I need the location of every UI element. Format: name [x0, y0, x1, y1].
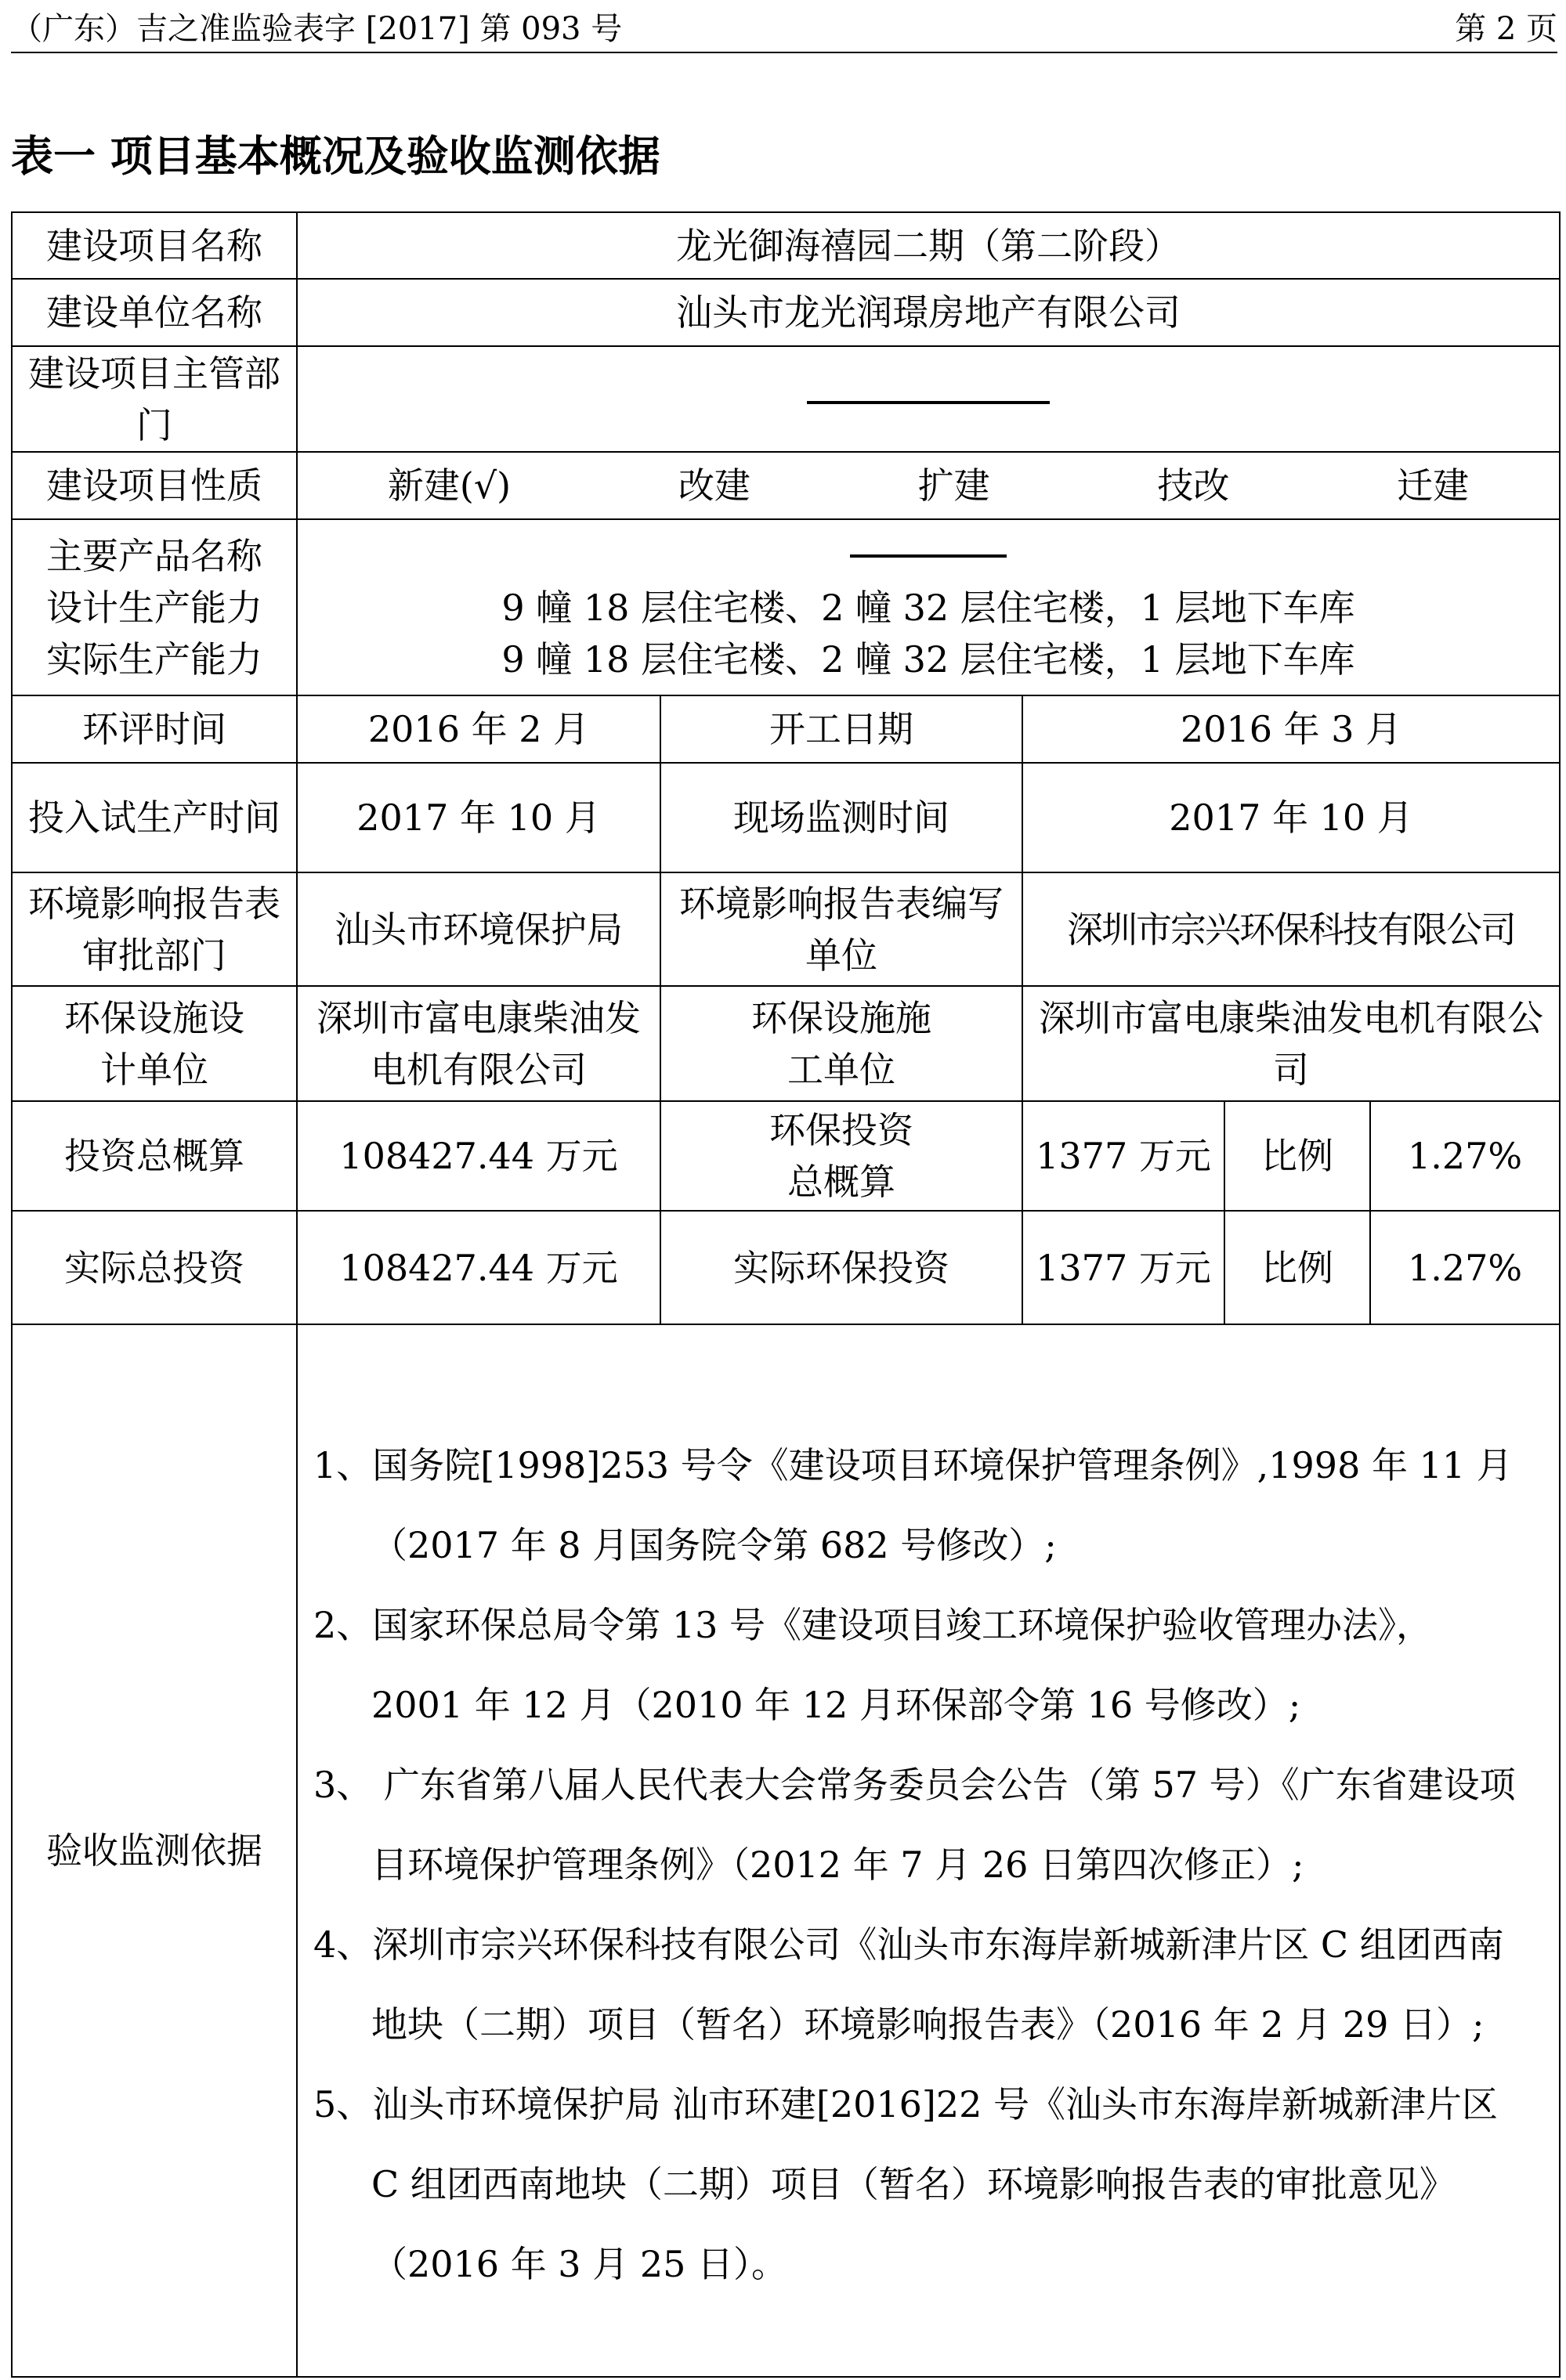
table-row [12, 986, 1560, 1101]
nature-option-new: 新建(√) [387, 464, 512, 507]
construction-unit-label: 环保设施施工单位 [660, 986, 1022, 1101]
project-overview-table [11, 211, 1561, 2378]
table-row [12, 452, 1560, 519]
start-date-label: 开工日期 [660, 695, 1022, 763]
table-row [12, 1101, 1560, 1211]
start-date-value: 2016 年 3 月 [1022, 695, 1560, 763]
basis-item: 3、 广东省第八届人民代表大会常务委员会公告（第 57 号）《广东省建设项目环境保护管理条例》（2012 年 7 月 26 日第四次修正）; [313, 1763, 1516, 1886]
report-writer-value: 深圳市宗兴环保科技有限公司 [1022, 872, 1560, 986]
nature-option-relocate: 迁建 [1397, 464, 1470, 507]
actual-env-label: 实际环保投资 [660, 1211, 1022, 1324]
product-name-label: 主要产品名称 [46, 534, 262, 577]
report-writer-label: 环境影响报告表编写单位 [660, 872, 1022, 986]
design-unit-label: 环保设施设计单位 [12, 986, 297, 1101]
table-row [12, 695, 1560, 763]
empty-dash [807, 401, 1050, 404]
actual-total-label: 实际总投资 [12, 1211, 297, 1324]
design-capacity-label: 设计生产能力 [46, 586, 262, 629]
authority-label: 建设项目主管部门 [12, 346, 297, 452]
table-row [12, 212, 1560, 279]
actual-total-value: 108427.44 万元 [297, 1211, 660, 1324]
nature-label: 建设项目性质 [12, 452, 297, 519]
basis-item: 1、国务院[1998]253 号令《建设项目环境保护管理条例》,1998 年 11 月（2017 年 8 月国务院令第 682 号修改）; [313, 1443, 1513, 1566]
construction-unit-value: 深圳市富电康柴油发电机有限公司 [1022, 986, 1560, 1101]
table-row [12, 279, 1560, 346]
trial-time-label: 投入试生产时间 [12, 763, 297, 872]
actual-capacity-label: 实际生产能力 [46, 637, 262, 681]
table-row [12, 519, 1560, 695]
table-row [12, 763, 1560, 872]
basis-item: 5、汕头市环境保护局 汕市环建[2016]22 号《汕头市东海岸新城新津片区 C 组团西南地块（二期）项目（暂名）环境影响报告表的审批意见》（2016 年 3 月 25 日）。 [313, 2082, 1499, 2285]
basis-item: 2、国家环保总局令第 13 号《建设项目竣工环境保护验收管理办法》，2001 年 12 月（2010 年 12 月环保部令第 16 号修改）; [313, 1603, 1433, 1726]
empty-dash [850, 554, 1007, 558]
product-values [297, 519, 1560, 695]
monitor-time-value: 2017 年 10 月 [1022, 763, 1560, 872]
actual-capacity-value: 9 幢 18 层住宅楼、2 幢 32 层住宅楼，1 层地下车库 [501, 637, 1355, 681]
basis-content [297, 1324, 1560, 2377]
actual-env-value: 1377 万元 [1022, 1211, 1224, 1324]
monitor-time-label: 现场监测时间 [660, 763, 1022, 872]
trial-time-value: 2017 年 10 月 [297, 763, 660, 872]
eia-time-value: 2016 年 2 月 [297, 695, 660, 763]
ratio-label: 比例 [1224, 1211, 1370, 1324]
product-labels [12, 519, 297, 695]
total-budget-label: 投资总概算 [12, 1101, 297, 1211]
design-unit-value: 深圳市富电康柴油发电机有限公司 [297, 986, 660, 1101]
project-name-label: 建设项目名称 [12, 212, 297, 279]
ratio-actual-value: 1.27% [1370, 1211, 1560, 1324]
project-name-value: 龙光御海禧园二期（第二阶段） [297, 212, 1560, 279]
env-budget-label: 环保投资总概算 [660, 1101, 1022, 1211]
page-number: 第 2 页 [1455, 11, 1557, 47]
design-capacity-value: 9 幢 18 层住宅楼、2 幢 32 层住宅楼，1 层地下车库 [501, 586, 1355, 629]
eia-time-label: 环评时间 [12, 695, 297, 763]
basis-label: 验收监测依据 [12, 1324, 297, 2377]
nature-option-renovate: 技改 [1157, 464, 1230, 507]
nature-options [297, 452, 1560, 519]
page-header [11, 6, 1557, 53]
unit-name-value: 汕头市龙光润璟房地产有限公司 [297, 279, 1560, 346]
nature-option-rebuild: 改建 [678, 464, 750, 507]
ratio-budget-value: 1.27% [1370, 1101, 1560, 1211]
table-row [12, 1211, 1560, 1324]
env-budget-value: 1377 万元 [1022, 1101, 1224, 1211]
nature-option-expand: 扩建 [917, 464, 990, 507]
document-number: （广东）吉之准监验表字 [2017] 第 093 号 [11, 11, 623, 47]
unit-name-label: 建设单位名称 [12, 279, 297, 346]
ratio-label: 比例 [1224, 1101, 1370, 1211]
approval-dept-label: 环境影响报告表审批部门 [12, 872, 297, 986]
table-row [12, 346, 1560, 452]
authority-value [297, 346, 1560, 452]
approval-dept-value: 汕头市环境保护局 [297, 872, 660, 986]
total-budget-value: 108427.44 万元 [297, 1101, 660, 1211]
table-row [12, 1324, 1560, 2377]
section-title: 表一 项目基本概况及验收监测依据 [11, 132, 660, 181]
table-row [12, 872, 1560, 986]
basis-item: 4、深圳市宗兴环保科技有限公司《汕头市东海岸新城新津片区 C 组团西南地块（二期）项目（暂名）环境影响报告表》（2016 年 2 月 29 日）; [313, 1923, 1504, 2046]
